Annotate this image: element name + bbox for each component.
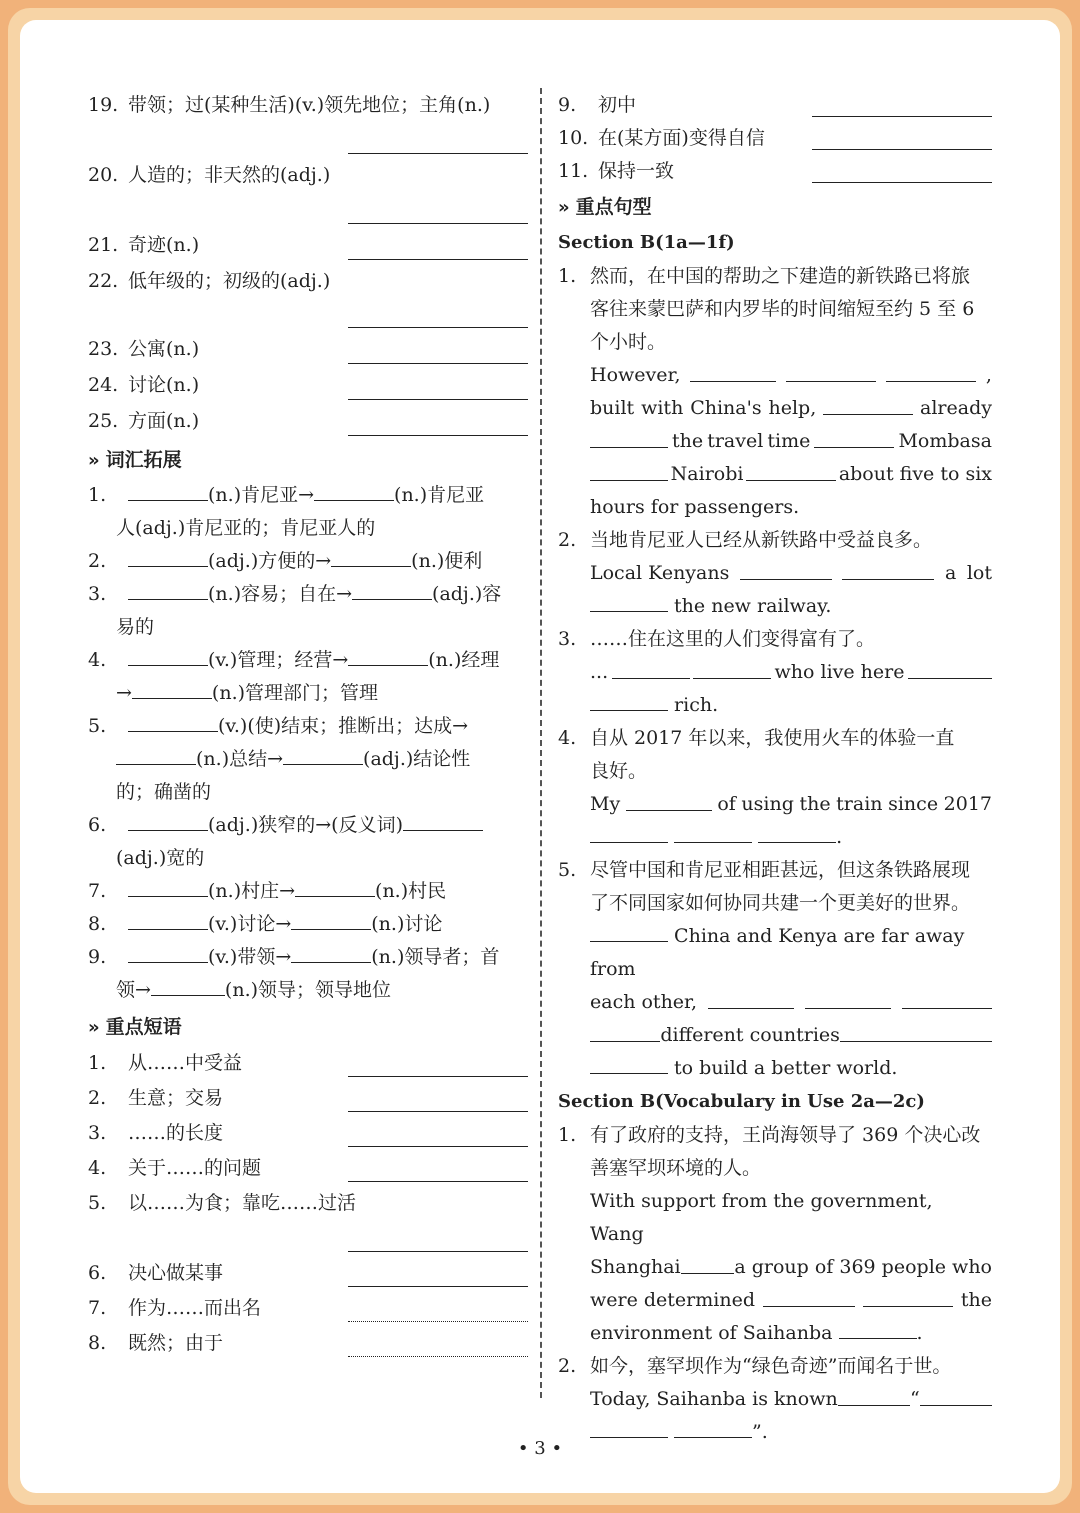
- answer-blank[interactable]: [886, 359, 976, 382]
- answer-blank[interactable]: [348, 1145, 528, 1147]
- answer-blank[interactable]: [348, 1075, 528, 1077]
- answer-blank[interactable]: [681, 1251, 735, 1274]
- section-heading: » 重点短语: [88, 1016, 182, 1038]
- phrase-item: 7. 作为……而出名: [88, 1291, 528, 1326]
- answer-blank[interactable]: [348, 1320, 528, 1322]
- answer-blank[interactable]: [348, 362, 528, 364]
- answer-blank[interactable]: [128, 911, 208, 930]
- page-number: • 3 •: [517, 1438, 563, 1459]
- answer-blank[interactable]: [590, 692, 668, 711]
- expansion-item: 1. (n.)肯尼亚→ (n.)肯尼亚: [88, 484, 485, 506]
- phrase-item: 10. 在(某方面)变得自信: [558, 121, 992, 154]
- phrase-item: 4. 关于……的问题: [88, 1151, 528, 1186]
- phrase-item: 3. ……的长度: [88, 1116, 528, 1151]
- answer-blank[interactable]: [291, 911, 371, 930]
- answer-blank[interactable]: [314, 482, 394, 501]
- answer-blank[interactable]: [348, 647, 428, 666]
- expansion-item: 6. (adj.)狭窄的→(反义词): [88, 809, 528, 842]
- sentence-item: 1. 然而，在中国的帮助之下建造的新铁路已将旅: [558, 265, 971, 287]
- phrase-item: 9. 初中: [558, 88, 992, 121]
- answer-blank[interactable]: [763, 1284, 855, 1307]
- sentence-item: 5. 尽管中国和肯尼亚相距甚远，但这条铁路展现: [558, 859, 971, 881]
- phrase-item: 2. 生意；交易: [88, 1081, 528, 1116]
- vocab-item: 23. 公寓(n.): [88, 332, 528, 368]
- answer-blank[interactable]: [128, 713, 218, 732]
- answer-blank[interactable]: [693, 656, 771, 679]
- answer-blank[interactable]: [348, 258, 528, 260]
- expansion-item: 9. (v.)带领→ (n.)领导者；首: [88, 946, 500, 968]
- answer-blank[interactable]: [786, 359, 876, 382]
- answer-blank[interactable]: [812, 115, 992, 117]
- answer-blank[interactable]: [348, 1250, 528, 1252]
- answer-blank[interactable]: [838, 1383, 910, 1406]
- answer-blank[interactable]: [920, 1383, 992, 1406]
- expansion-item: 8. (v.)讨论→ (n.)讨论: [88, 913, 443, 935]
- subsection-title: Section B(Vocabulary in Use 2a—2c): [558, 1091, 925, 1112]
- vocab-item: 25. 方面(n.): [88, 404, 528, 440]
- expansion-item: 5. (v.)(使)结束；推断出；达成→: [88, 715, 469, 737]
- answer-blank[interactable]: [403, 812, 483, 831]
- answer-blank[interactable]: [348, 1180, 528, 1182]
- answer-blank[interactable]: [590, 425, 668, 448]
- answer-blank[interactable]: [612, 656, 690, 679]
- expansion-item: 4. (v.)管理；经营→ (n.)经理: [88, 649, 500, 671]
- answer-blank[interactable]: [626, 788, 712, 811]
- answer-blank[interactable]: [348, 1110, 528, 1112]
- right-column: 9. 初中 10. 在(某方面)变得自信 11. 保持一致 » 重点句型 Section B(1a—1f) 1. 然而，在中国的帮助之下建造的新铁路已将旅 客往来蒙巴萨和内罗毕的时间缩短至约 5 至 6 个小时。 However, , built with China's help, already the travel time Mombasa Nairobi about five to six hours for passengers. 2. 当地肯尼亚人已经从新铁路中受益良多。 Local Kenyans a lot the new railway. 3. ……住在这里的人们变得富有了。 ... who live here rich. 4. 自从 2017 年以来，我使用火车的体验一直 良好。 My of using the train since 2017 . 5. 尽管中国和肯尼亚相距甚远，但这条铁路展现 了不同国家如何协同共建一个更美好的世界。 China and Kenya are far away from each other, different countries to build a better world. Section B(Vocabulary in Use 2a—2c) 1. 有了政府的支持，王尚海领导了 369 个决心改 善塞罕坝环境的人。 With support from the government, Wang Shanghai a group of 369 people who were determined the environment of Saihanba . 2. 如今，塞罕坝作为“绿色奇迹”而闻名于世。 Today, Saihanba is known “ ”.: [558, 88, 992, 1449]
- phrase-item: 8. 既然；由于: [88, 1326, 528, 1361]
- answer-blank[interactable]: [908, 656, 992, 679]
- section-heading: » 词汇拓展: [88, 449, 182, 471]
- double-chevron-icon: »: [88, 450, 100, 471]
- worksheet-page: [20, 20, 1060, 1493]
- answer-blank[interactable]: [283, 746, 363, 765]
- answer-blank[interactable]: [348, 222, 528, 224]
- subsection-title: Section B(1a—1f): [558, 232, 735, 253]
- expansion-item: 2. (adj.)方便的→ (n.)便利: [88, 550, 483, 572]
- answer-blank[interactable]: [348, 1285, 528, 1287]
- double-chevron-icon: »: [88, 1017, 100, 1038]
- answer-blank[interactable]: [674, 1419, 752, 1438]
- answer-blank[interactable]: [590, 593, 668, 612]
- answer-blank[interactable]: [128, 878, 208, 897]
- vocab-item: 20. 人造的；非天然的(adj.): [88, 158, 528, 228]
- answer-blank[interactable]: [348, 152, 528, 154]
- answer-blank[interactable]: [902, 986, 992, 1009]
- vocab-item: 24. 讨论(n.): [88, 368, 528, 404]
- answer-blank[interactable]: [331, 548, 411, 567]
- sentence-item: 4. 自从 2017 年以来，我使用火车的体验一直: [558, 727, 955, 749]
- answer-blank[interactable]: [590, 1055, 668, 1074]
- answer-blank[interactable]: [590, 1419, 668, 1438]
- answer-blank[interactable]: [823, 392, 913, 415]
- answer-blank[interactable]: [740, 557, 832, 580]
- answer-blank[interactable]: [916, 1019, 992, 1042]
- left-column: 19. 带领；过(某种生活)(v.)领先地位；主角(n.) 20. 人造的；非天然的(adj.) 21. 奇迹(n.) 22. 低年级的；初级的(adj.) 23. 公寓(n.) 24. 讨论(n.) 25. 方面(n.) » 词汇拓展 1. (n.)肯尼亚→ (n.)肯尼亚 人(adj.)肯尼亚的；肯尼亚人的 2. (adj.)方便的→ (n.)便利 3. (n.)容易；自在→ (adj.)容 易的 4. (v.)管理；经营→ (n.)经理 → (n.)管理部门；管理 5. (v.)(使)结束；推断出；达成→ (n.)总结→ (adj.)结论性 的；确凿的 6. (adj.)狭窄的→(反义词) (adj.)宽的 7. (n.)村庄→ (n.)村民 8. (v.)讨论→ (n.)讨论 9. (v.)带领→ (n.)领导者；首 领→ (n.)领导；领导地位 » 重点短语 1. 从……中受益 2. 生意；交易 3. ……的长度 4. 关于……的问题 5. 以……为食；靠吃……过活 6. 决心做某事 7. 作为……而出名 8. 既然；由于: [88, 88, 528, 1361]
- answer-blank[interactable]: [132, 680, 212, 699]
- column-divider: [540, 88, 542, 1398]
- section-heading: » 重点句型: [558, 196, 652, 218]
- answer-blank[interactable]: [348, 398, 528, 400]
- sentence-item: 3. ……住在这里的人们变得富有了。: [558, 628, 876, 650]
- answer-blank[interactable]: [805, 986, 891, 1009]
- answer-blank[interactable]: [842, 557, 934, 580]
- answer-blank[interactable]: [116, 746, 196, 765]
- answer-blank[interactable]: [128, 581, 208, 600]
- phrase-item: 6. 决心做某事: [88, 1256, 528, 1291]
- answer-blank[interactable]: [812, 148, 992, 150]
- vocab-item: 19. 带领；过(某种生活)(v.)领先地位；主角(n.): [88, 88, 528, 158]
- answer-blank[interactable]: [128, 812, 208, 831]
- phrase-item: 11. 保持一致: [558, 154, 992, 187]
- sentence-item: 1. 有了政府的支持，王尚海领导了 369 个决心改: [558, 1124, 981, 1146]
- answer-blank[interactable]: [812, 181, 992, 183]
- answer-blank[interactable]: [348, 1355, 528, 1357]
- answer-blank[interactable]: [590, 1019, 660, 1042]
- answer-blank[interactable]: [590, 458, 668, 481]
- answer-blank[interactable]: [746, 458, 836, 481]
- answer-blank[interactable]: [295, 878, 375, 897]
- sentence-item: 2. 如今，塞罕坝作为“绿色奇迹”而闻名于世。: [558, 1355, 952, 1377]
- answer-blank[interactable]: [840, 1019, 916, 1042]
- answer-blank[interactable]: [352, 581, 432, 600]
- expansion-item: 7. (n.)村庄→ (n.)村民: [88, 880, 447, 902]
- answer-blank[interactable]: [758, 824, 836, 843]
- sentence-item: 2. 当地肯尼亚人已经从新铁路中受益良多。: [558, 529, 933, 551]
- answer-blank[interactable]: [690, 359, 776, 382]
- answer-blank[interactable]: [348, 434, 528, 436]
- answer-blank[interactable]: [814, 425, 894, 448]
- answer-blank[interactable]: [291, 944, 371, 963]
- answer-blank[interactable]: [151, 977, 225, 996]
- answer-blank[interactable]: [128, 647, 208, 666]
- answer-blank[interactable]: [348, 326, 528, 328]
- answer-blank[interactable]: [128, 944, 208, 963]
- answer-blank[interactable]: [708, 986, 794, 1009]
- answer-blank[interactable]: [839, 1320, 917, 1339]
- answer-blank[interactable]: [128, 548, 208, 567]
- expansion-item: 3. (n.)容易；自在→ (adj.)容: [88, 583, 502, 605]
- answer-blank[interactable]: [674, 824, 752, 843]
- answer-blank[interactable]: [863, 1284, 953, 1307]
- vocab-item: 22. 低年级的；初级的(adj.): [88, 264, 528, 332]
- answer-blank[interactable]: [590, 923, 668, 942]
- phrase-item: 5. 以……为食；靠吃……过活: [88, 1186, 528, 1256]
- phrase-item: 1. 从……中受益: [88, 1046, 528, 1081]
- answer-blank[interactable]: [590, 824, 668, 843]
- answer-blank[interactable]: [128, 482, 208, 501]
- vocab-item: 21. 奇迹(n.): [88, 228, 528, 264]
- double-chevron-icon: »: [558, 197, 570, 218]
